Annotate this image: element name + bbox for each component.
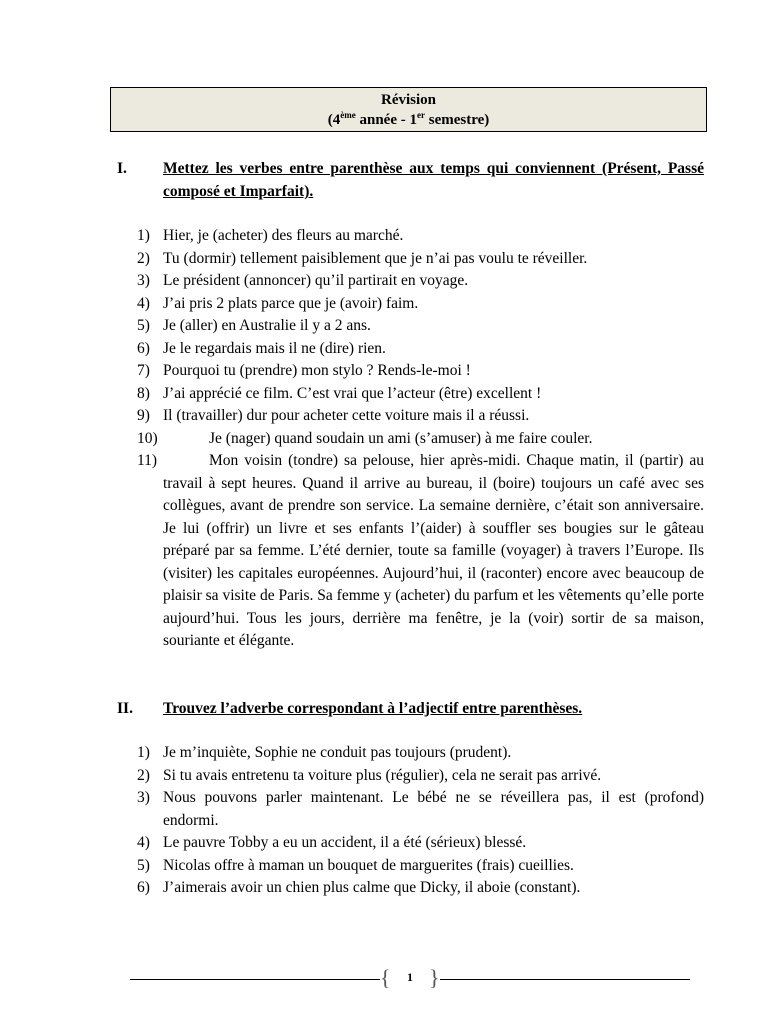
item-number: 5) xyxy=(137,317,150,334)
section-1-heading: Mettez les verbes entre parenthèse aux temps qui conviennent (Présent, Passé composé et Imparfait). xyxy=(163,160,704,200)
item-text: Je m’inquiète, Sophie ne conduit pas toujours (prudent). xyxy=(163,744,512,761)
list-item xyxy=(137,450,704,653)
subtitle-sup-er: er xyxy=(416,110,425,120)
item-number: 5) xyxy=(137,856,150,874)
item-number: 1) xyxy=(137,744,150,761)
list-item xyxy=(137,248,704,271)
item-text: J’ai pris 2 plats parce que je (avoir) faim. xyxy=(163,294,419,312)
item-number: 4) xyxy=(137,834,150,851)
item-number: 11) xyxy=(137,452,158,469)
item-number: 9) xyxy=(137,407,150,424)
item-text: Nous pouvons parler maintenant. Le bébé ne se réveillera pas, il est (profond) endormi. xyxy=(163,789,704,829)
item-text: Mon voisin (tondre) sa pelouse, hier après-midi. Chaque matin, il (partir) au travail à sept heures. Quand il arrive au bureau, il (boire) toujours un café avec ses collègues, avant de prendre son service. La semaine dernière, c’était son anniversaire. Je lui (offrir) un livre et ses enfants l’(aider) à souffler ses bougies sur le gâteau préparé par sa femme. L’été dernier, toute sa famille (voyager) à travers l’Europe. Ils (visiter) les capitales européennes. Aujourd’hui, il (raconter) encore avec beaucoup de plaisir sa visite de Paris. Sa femme y (acheter) du parfum et les vêtements qu’elle porte aujourd’hui. Tous les jours, derrière ma fenêtre, je la (voir) sortir de sa maison, souriante et élégante. xyxy=(163,452,704,649)
item-text: Hier, je (acheter) des fleurs au marché. xyxy=(163,227,404,244)
item-text: J’aimerais avoir un chien plus calme que Dicky, il aboie (constant). xyxy=(163,879,581,896)
item-number: 2) xyxy=(137,249,150,267)
list-item xyxy=(137,742,704,765)
list-item xyxy=(137,877,704,900)
list-item xyxy=(137,787,704,832)
item-text: Le pauvre Tobby a eu un accident, il a été (sérieux) blessé. xyxy=(163,834,527,851)
item-text: Je (aller) en Australie il y a 2 ans. xyxy=(163,317,371,334)
item-number: 6) xyxy=(137,339,150,357)
list-item xyxy=(137,293,704,316)
list-item xyxy=(137,383,704,406)
section-1-list xyxy=(137,225,704,653)
list-item xyxy=(137,225,704,248)
list-item xyxy=(137,270,704,293)
list-item xyxy=(137,360,704,383)
section-2-number: II. xyxy=(117,700,133,717)
item-text: Il (travailler) dur pour acheter cette voiture mais il a réussi. xyxy=(163,407,530,424)
list-item xyxy=(137,315,704,338)
list-item xyxy=(137,405,704,428)
right-brace-icon: } xyxy=(429,965,440,990)
list-item xyxy=(137,855,704,878)
section-2-list xyxy=(137,742,704,900)
item-number: 6) xyxy=(137,879,150,896)
section-1-number: I. xyxy=(117,160,127,177)
item-number: 7) xyxy=(137,362,150,379)
item-number: 10) xyxy=(137,429,158,447)
item-text: Pourquoi tu (prendre) mon stylo ? Rends-le-moi ! xyxy=(163,362,471,379)
title-box xyxy=(110,87,707,132)
footer-divider-right xyxy=(440,979,690,980)
item-text: Je le regardais mais il ne (dire) rien. xyxy=(163,339,386,357)
item-text: Le président (annoncer) qu’il partirait en voyage. xyxy=(163,272,469,289)
subtitle-close: semestre) xyxy=(424,112,490,128)
item-number: 2) xyxy=(137,766,150,784)
item-number: 8) xyxy=(137,384,150,402)
page-number: 1 xyxy=(407,970,413,984)
item-number: 3) xyxy=(137,272,150,289)
section-1-header xyxy=(117,157,704,203)
left-brace-icon: { xyxy=(380,965,391,990)
page-footer xyxy=(0,965,768,995)
section-2-header xyxy=(117,697,704,720)
section-2-heading: Trouvez l’adverbe correspondant à l’adjectif entre parenthèses. xyxy=(163,700,583,717)
item-text: Je (nager) quand soudain un ami (s’amuser) à me faire couler. xyxy=(209,429,593,447)
subtitle-mid: année - 1 xyxy=(355,112,417,128)
list-item xyxy=(137,338,704,361)
item-number: 3) xyxy=(137,789,150,806)
list-item xyxy=(137,765,704,788)
list-item xyxy=(137,832,704,855)
item-text: Nicolas offre à maman un bouquet de marguerites (frais) cueillies. xyxy=(163,856,574,874)
footer-divider-left xyxy=(130,979,380,980)
item-text: J’ai apprécié ce film. C’est vrai que l’acteur (être) excellent ! xyxy=(163,384,542,402)
item-text: Si tu avais entretenu ta voiture plus (régulier), cela ne serait pas arrivé. xyxy=(163,766,602,784)
list-item xyxy=(137,428,704,451)
page-title: Révision xyxy=(380,92,436,108)
item-number: 4) xyxy=(137,294,150,312)
subtitle-open: (4 xyxy=(327,112,341,128)
item-number: 1) xyxy=(137,227,150,244)
subtitle-sup-eme: ème xyxy=(340,110,356,120)
item-text: Tu (dormir) tellement paisiblement que je n’ai pas voulu te réveiller. xyxy=(163,249,588,267)
page-subtitle xyxy=(111,110,706,130)
